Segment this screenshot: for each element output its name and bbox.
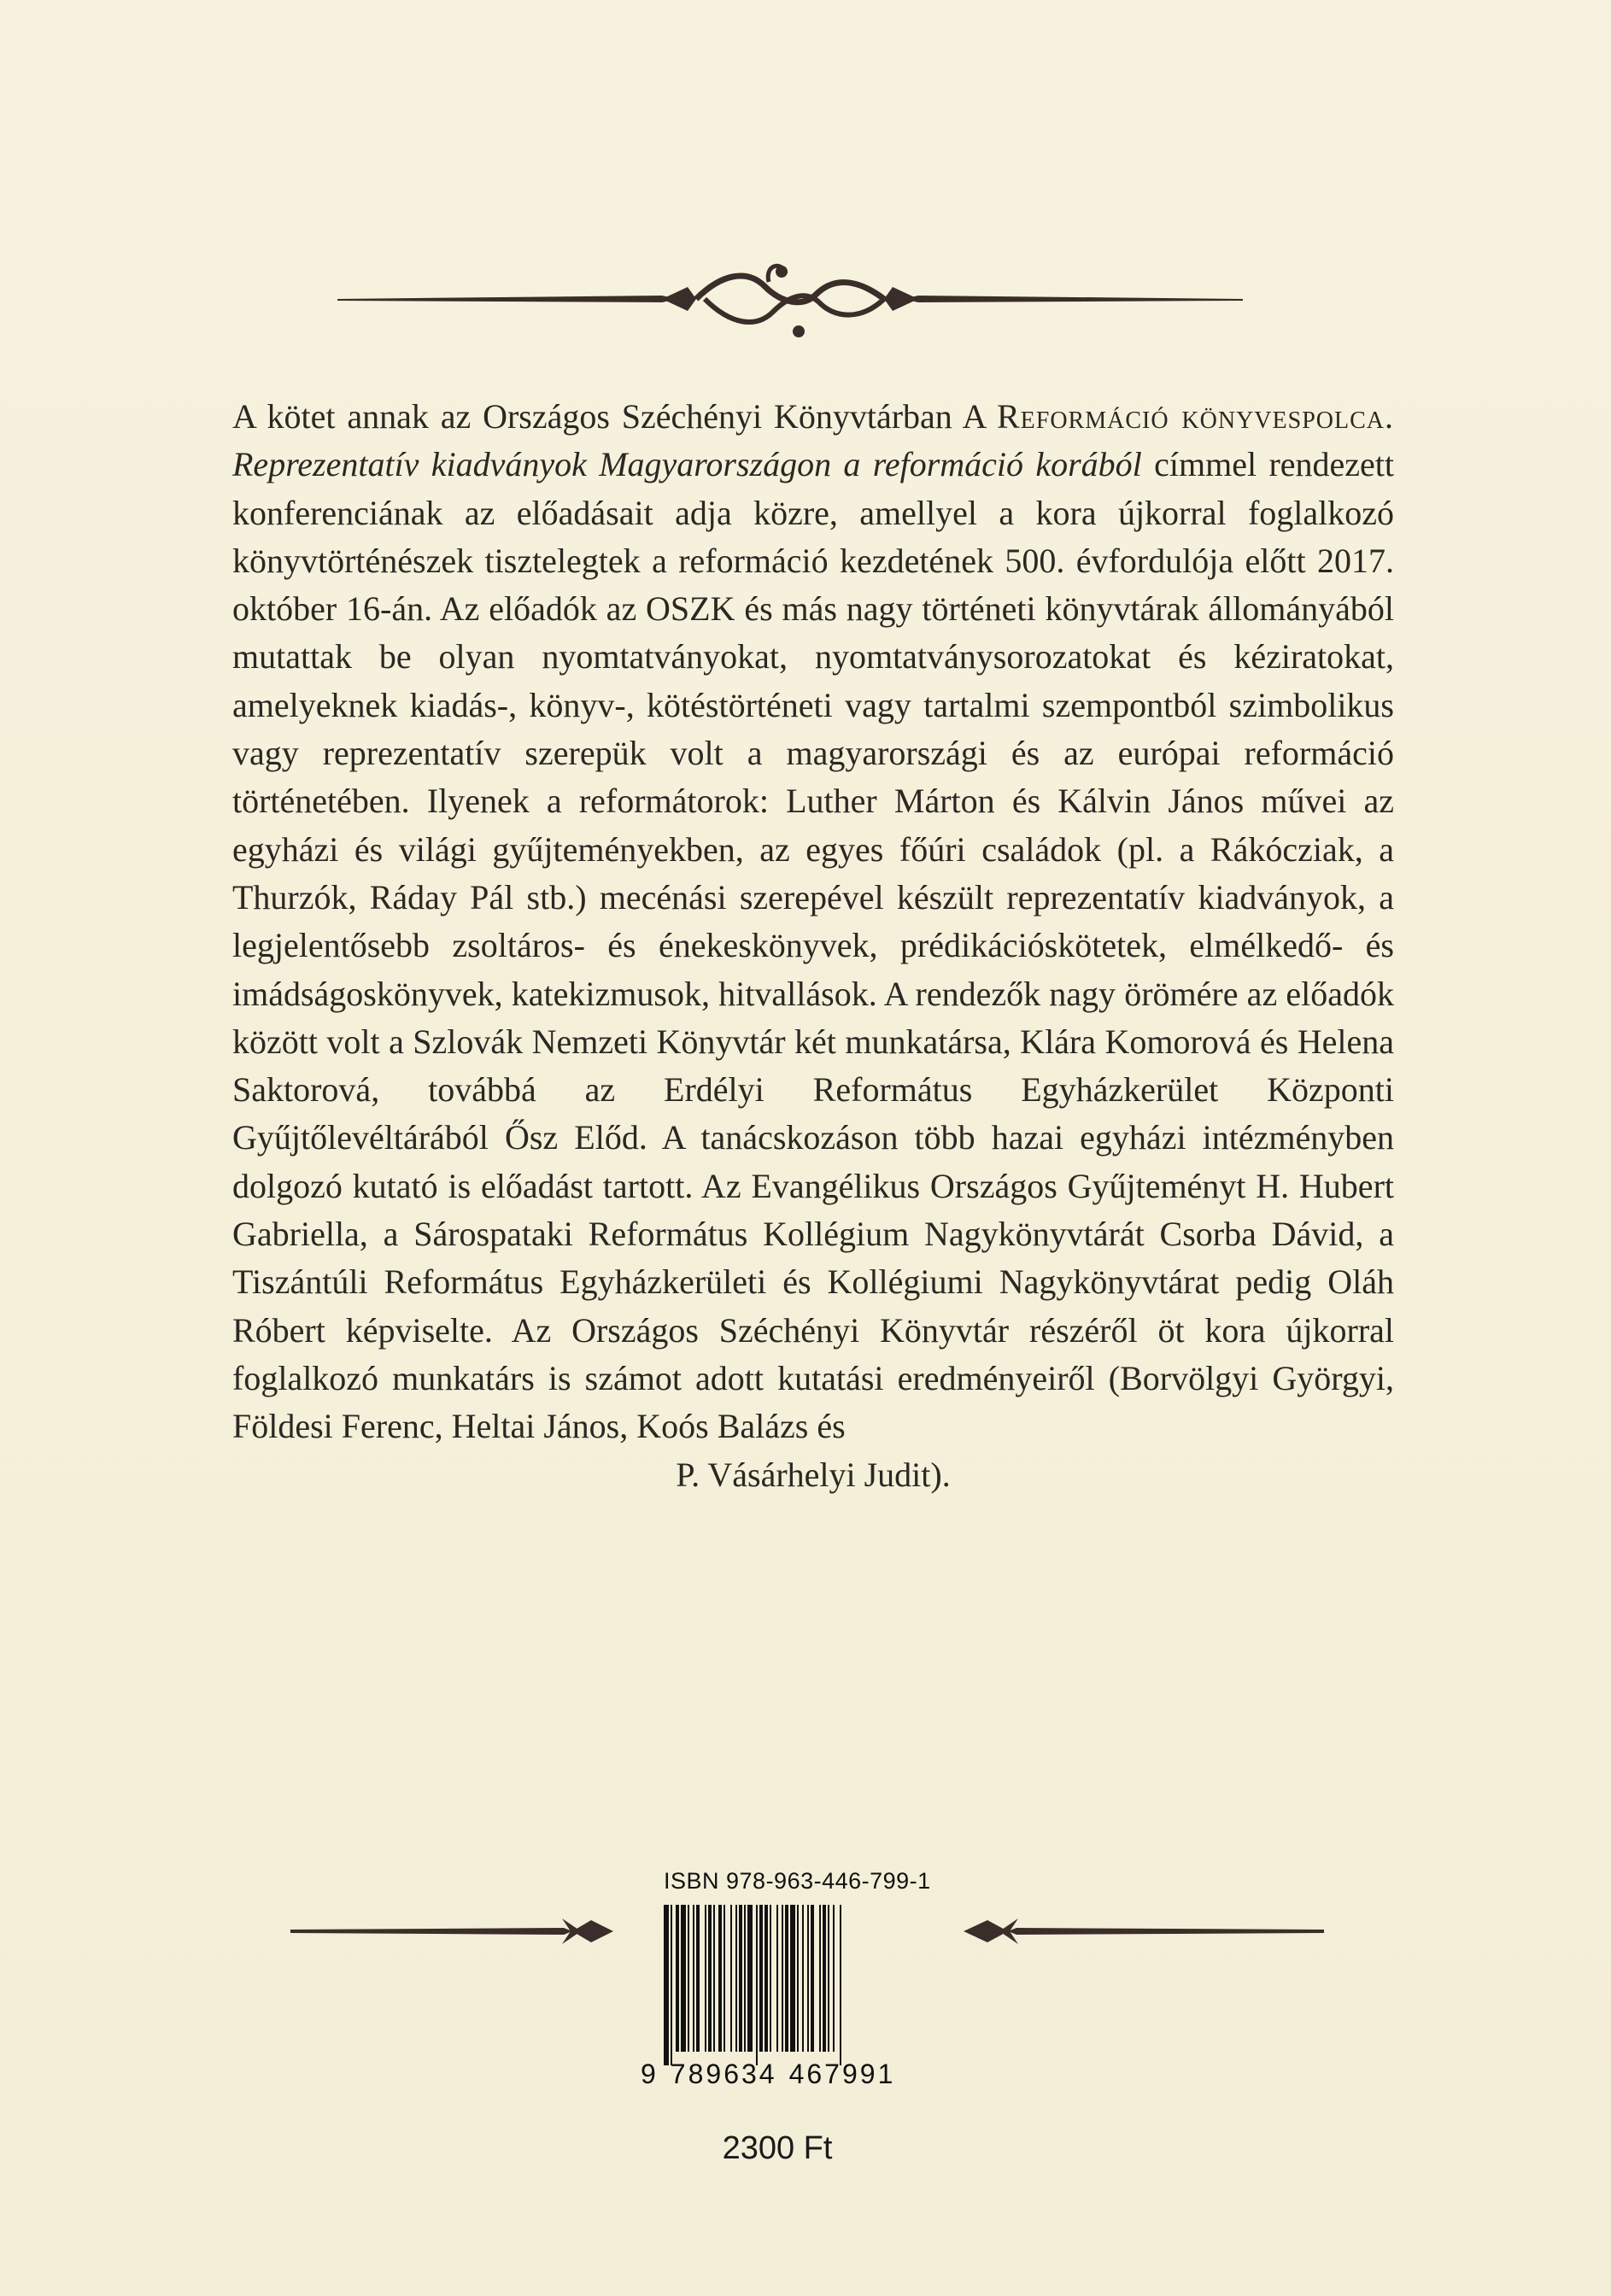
barcode-bar (823, 1905, 826, 2052)
barcode-bar (676, 1905, 679, 2052)
barcode-bar (782, 1905, 783, 2052)
barcode-bar (739, 1905, 742, 2052)
barcode-bar (693, 1905, 694, 2052)
barcode-bar (730, 1905, 732, 2052)
barcode-bar (756, 1905, 758, 2065)
isbn-barcode (662, 1905, 910, 2065)
bottom-left-ornament-arrow (290, 1910, 615, 1953)
barcode-bar (735, 1905, 737, 2052)
barcode-bar (708, 1905, 712, 2052)
barcode-bar (664, 1905, 669, 2065)
barcode-bar (747, 1905, 753, 2052)
barcode-bar (713, 1905, 715, 2052)
blurb-body: címmel rendezett konferenciának az előadásait adja közre, amellyel a kora újkorral foglalkozó könyvtörténészek tisztelegtek a reformáció kezdetének 500. évfordulója előtt 2017. október 16-án. Az előadók az OSZK és más nagy történeti könyvtárak állományából mutattak be olyan nyomtatványokat, nyomtatványsorozatokat és kéziratokat, amelyeknek kiadás-, könyv-, kötéstörténeti vagy tartalmi szempontból szimbolikus vagy reprezentatív szerepük volt a magyarországi és az európai reformáció történetében. Ilyenek a reformátorok: Luther Márton és Kálvin János művei az egyházi és világi gyűjteményekben, az egyes főúri családok (pl. a Rákócziak, a Thurzók, Ráday Pál stb.) mecénási szerepével készült reprezentatív kiadványok, a legjelentősebb zsoltáros- és énekeskönyvek, prédikációskötetek, elmélkedő- és imádságoskönyvek, katekizmusok, hitvallások. A rendezők nagy örömére az előadók között volt a Szlovák Nemzeti Könyvtár két munkatársa, Klára Komorová és Helena Saktorová, továbbá az Erdélyi Református Egyházkerület Központi Gyűjtőlevéltárából Ősz Előd. A tanácskozáson több hazai egyházi intézményben dolgozó kutató is előadást tartott. Az Evangélikus Országos Gyűjteményt H. Hubert Gabriella, a Sárospataki Református Kollégium Nagykönyvtárát Csorba Dávid, a Tiszántúli Református Egyházkerületi és Kollégiumi Nagykönyvtárat pedig Oláh Róbert képviselte. Az Országos Széchényi Könyvtár részéről öt kora újkorral foglalkozó munkatárs is számot adott kutatási eredményeiről (Borvölgyi Györgyi, Földesi Ferenc, Heltai János, Koós Balázs és (232, 445, 1395, 1446)
barcode-bar (764, 1905, 768, 2052)
barcode-bar (833, 1905, 835, 2052)
blurb-last-line: P. Vásárhelyi Judit). (676, 1455, 951, 1494)
barcode-bar (828, 1905, 829, 2052)
barcode-group-right: 467991 (788, 2059, 896, 2089)
barcode-bar (681, 1905, 686, 2052)
barcode-bar (696, 1905, 700, 2052)
barcode-bar (840, 1905, 841, 2065)
barcode-bar (759, 1905, 763, 2052)
isbn-label: ISBN 978-963-446-799-1 (664, 1868, 931, 1894)
top-ornament-divider (337, 256, 1243, 350)
barcode-bar (802, 1905, 804, 2052)
barcode-bar (718, 1905, 722, 2052)
barcode-bar (785, 1905, 788, 2052)
barcode-bar (671, 1905, 672, 2065)
blurb-series-title: Reformáció könyvespolca. (996, 397, 1394, 436)
barcode-bar (811, 1905, 814, 2052)
barcode-bar (688, 1905, 689, 2052)
barcode-bar (776, 1905, 778, 2052)
blurb-book-subtitle: Reprezentatív kiadványok Magyarországon a reformáció korából (232, 445, 1142, 484)
blurb-intro: A kötet annak az Országos Széchényi Könyvtárban A (232, 397, 997, 436)
barcode-bar (819, 1905, 821, 2052)
bottom-right-ornament-arrow (957, 1910, 1324, 1953)
barcode-bar (744, 1905, 746, 2052)
price-label: 2300 Ft (722, 2130, 833, 2166)
barcode-bar (807, 1905, 809, 2052)
barcode-bar (705, 1905, 706, 2052)
barcode-bar (723, 1905, 725, 2052)
barcode-digits (641, 2059, 931, 2090)
barcode-bar (797, 1905, 799, 2052)
barcode-bar (790, 1905, 795, 2052)
barcode-first-digit: 9 (641, 2059, 659, 2089)
barcode-group-left: 789634 (670, 2059, 777, 2089)
blurb-text (232, 393, 1394, 1499)
barcode-bar (770, 1905, 771, 2052)
